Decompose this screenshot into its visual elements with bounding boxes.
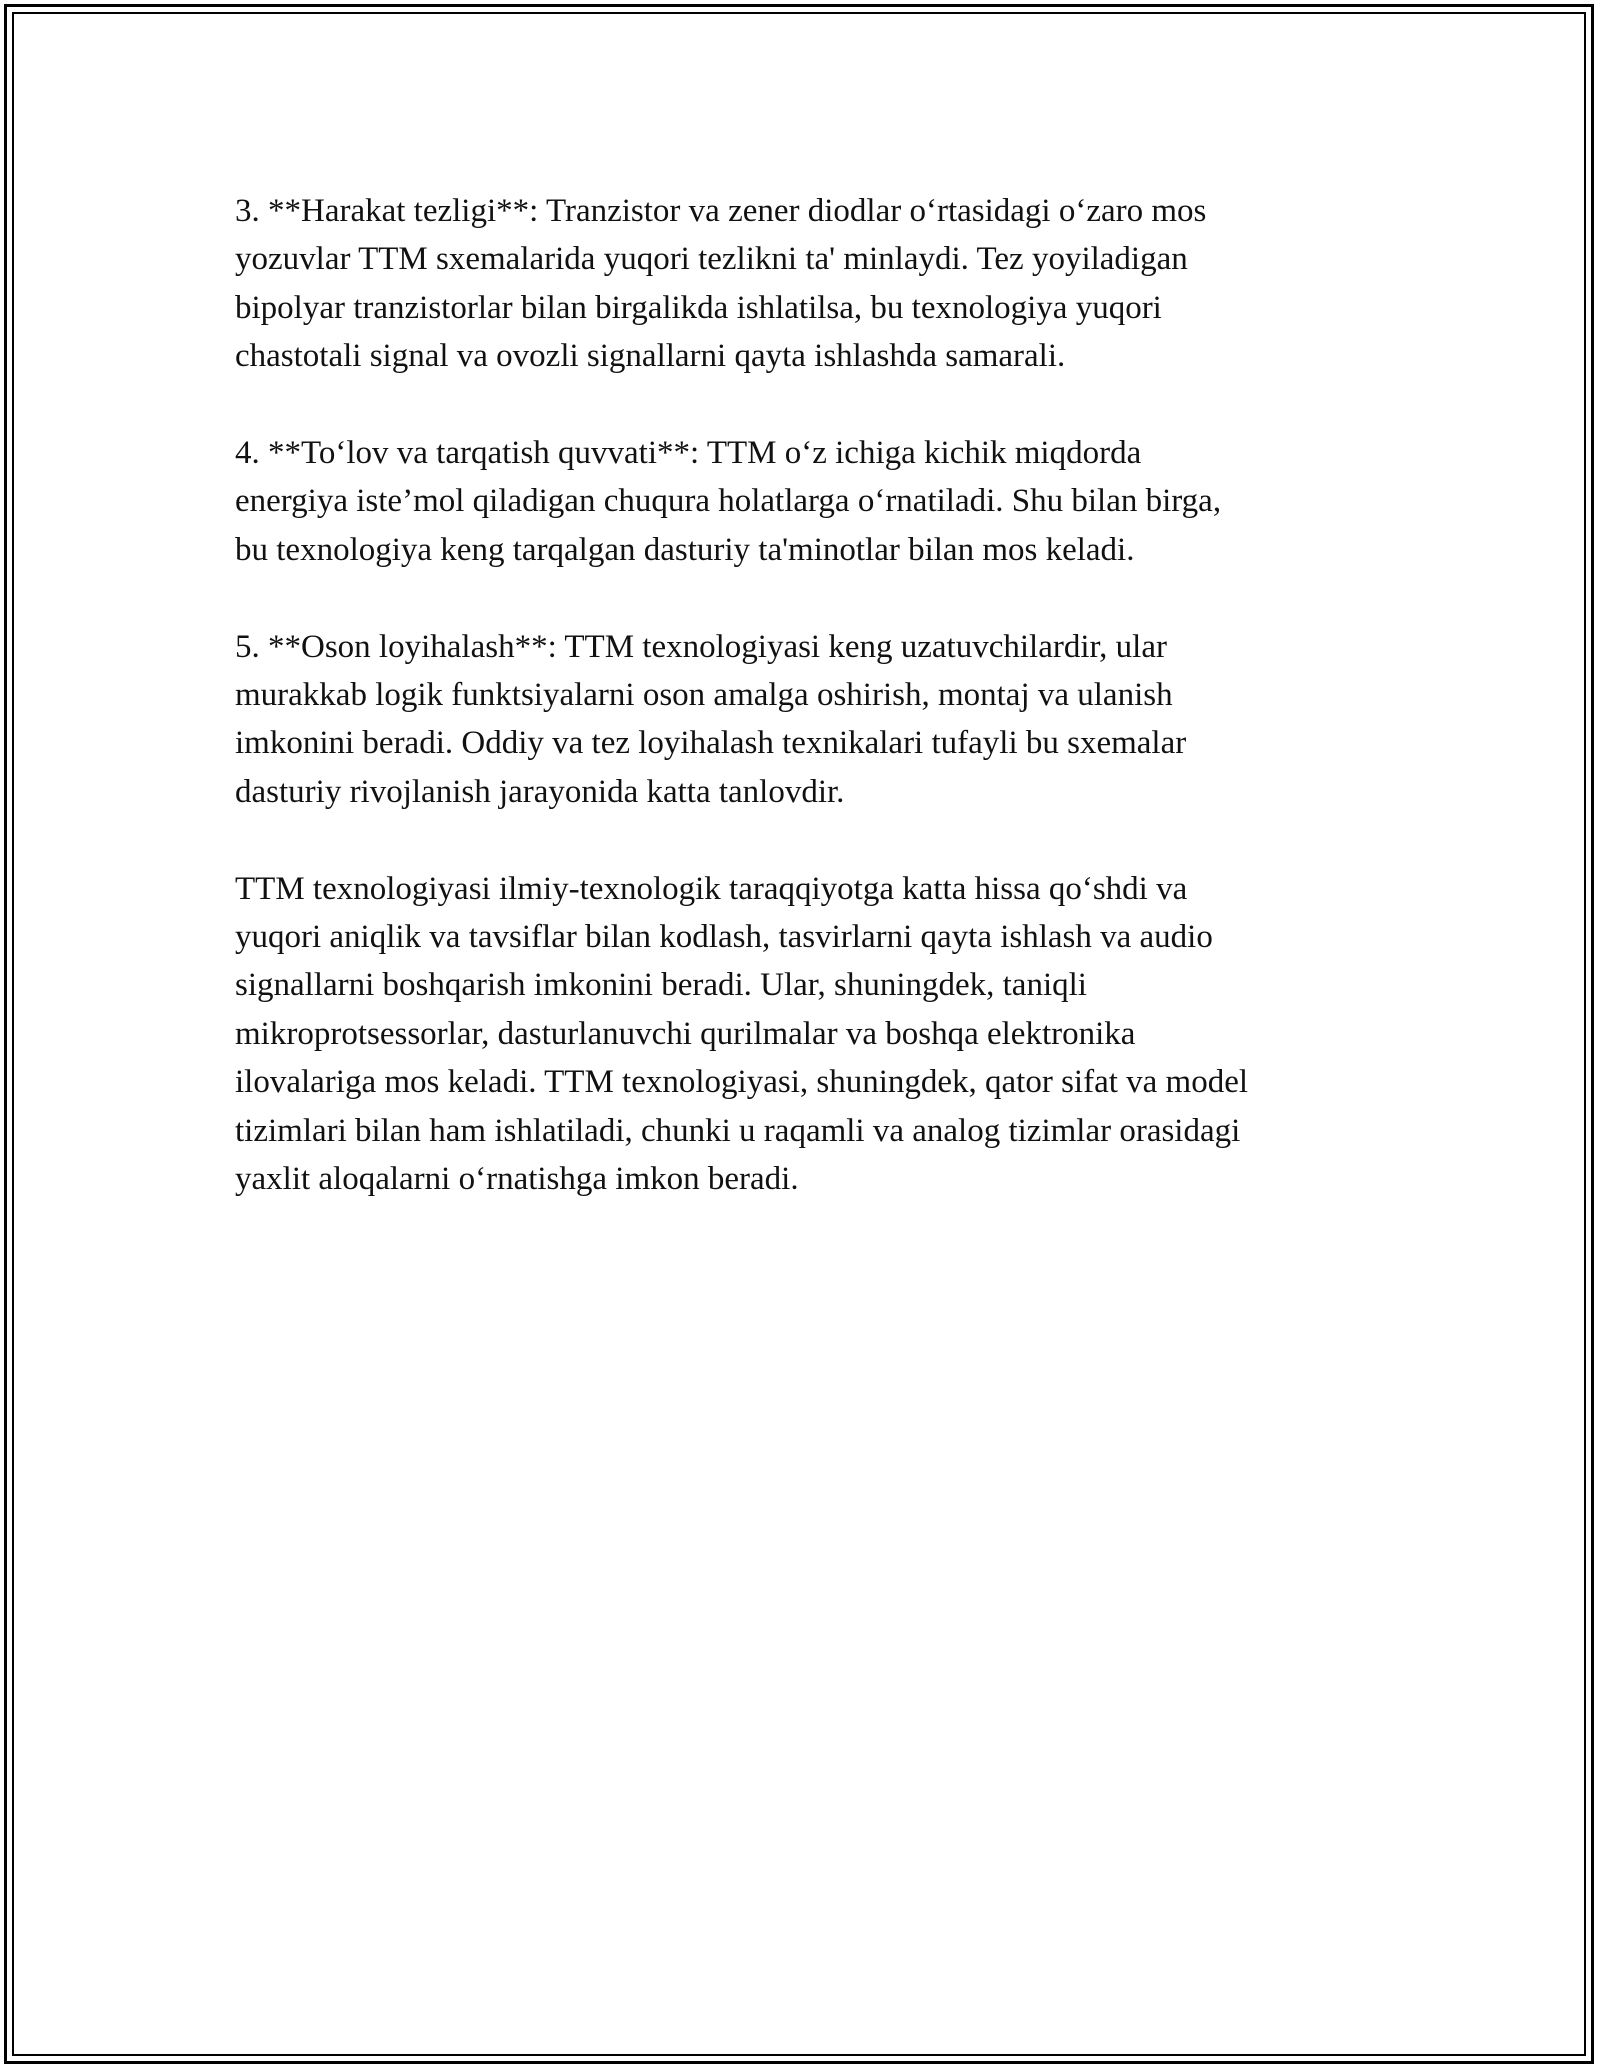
text-line: ilovalariga mos keladi. TTM texnologiyasi, shuningdek, qator sifat va model bbox=[235, 1064, 1249, 1101]
text-line: bipolyar tranzistorlar bilan birgalikda ishlatilsa, bu texnologiya yuqori bbox=[235, 289, 1162, 326]
paragraph-conclusion bbox=[235, 865, 1370, 1204]
text-line: 5. **Oson loyihalash**: TTM texnologiyasi keng uzatuvchilardir, ular bbox=[235, 628, 1167, 665]
text-line: TTM texnologiyasi ilmiy-texnologik taraqqiyotga katta hissa qoʻshdi va bbox=[235, 870, 1188, 907]
paragraph-speed bbox=[235, 187, 1370, 381]
text-line: yuqori aniqlik va tavsiflar bilan kodlash, tasvirlarni qayta ishlash va audio bbox=[235, 919, 1213, 956]
text-line: yozuvlar TTM sxemalarida yuqori tezlikni ta' minlaydi. Tez yoyiladigan bbox=[235, 241, 1188, 278]
paragraph-power bbox=[235, 429, 1370, 574]
text-line: 4. **Toʻlov va tarqatish quvvati**: TTM oʻz ichiga kichik miqdorda bbox=[235, 435, 1142, 472]
text-line: dasturiy rivojlanish jarayonida katta tanlovdir. bbox=[235, 773, 845, 810]
text-line: imkonini beradi. Oddiy va tez loyihalash texnikalari tufayli bu sxemalar bbox=[235, 725, 1187, 762]
paragraph-design bbox=[235, 623, 1370, 817]
text-line: yaxlit aloqalarni oʻrnatishga imkon beradi. bbox=[235, 1161, 799, 1198]
text-line: energiya iste’mol qiladigan chuqura holatlarga oʻrnatiladi. Shu bilan birga, bbox=[235, 483, 1222, 520]
text-line: 3. **Harakat tezligi**: Tranzistor va zener diodlar oʻrtasidagi oʻzaro mos bbox=[235, 193, 1207, 229]
text-line: tizimlari bilan ham ishlatiladi, chunki u raqamli va analog tizimlar orasidagi bbox=[235, 1112, 1241, 1149]
text-line: bu texnologiya keng tarqalgan dasturiy ta'minotlar bilan mos keladi. bbox=[235, 531, 1135, 568]
document-body bbox=[235, 187, 1370, 1252]
text-line: chastotali signal va ovozli signallarni qayta ishlashda samarali. bbox=[235, 338, 1066, 375]
text-line: mikroprotsessorlar, dasturlanuvchi qurilmalar va boshqa elektronika bbox=[235, 1015, 1136, 1052]
text-line: signallarni boshqarish imkonini beradi. Ular, shuningdek, taniqli bbox=[235, 967, 1087, 1004]
text-line: murakkab logik funktsiyalarni oson amalga oshirish, montaj va ulanish bbox=[235, 677, 1173, 714]
